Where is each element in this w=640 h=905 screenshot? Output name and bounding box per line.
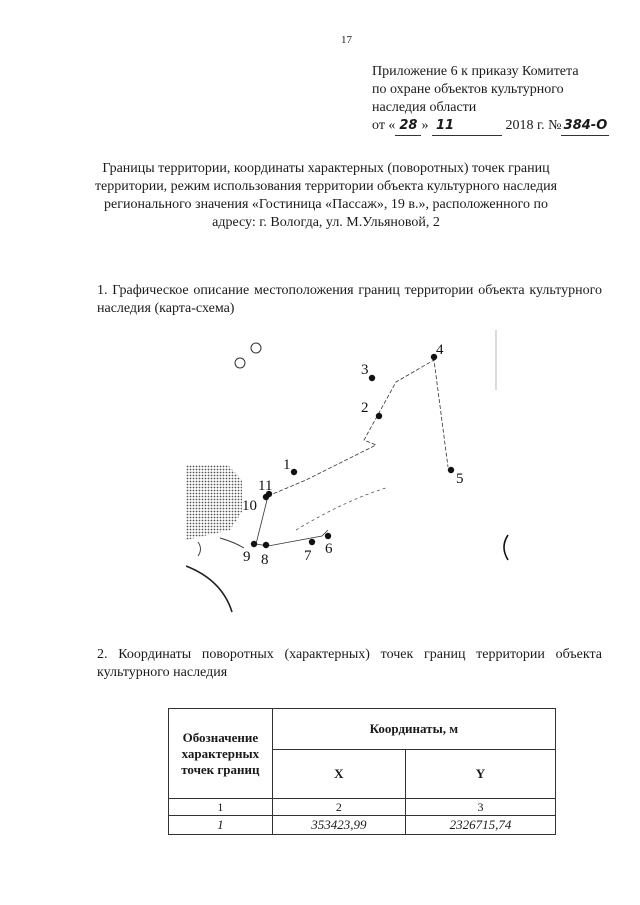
appendix-date-line xyxy=(372,117,609,136)
document-title: Границы территории, координаты характерных (поворотных) точек границ территории, режим использования территории объекта культурного наследия регионального значения «Гостиница «Пассаж», 19 в.», расположенного по адресу: г. Вологда, ул. М.Ульяновой, 2 xyxy=(94,161,558,230)
point-7-dot xyxy=(309,539,315,545)
order-number: 384-О xyxy=(561,117,609,136)
street-line-2 xyxy=(296,488,386,530)
cell-point: 1 xyxy=(169,816,273,835)
cell-y: 2326715,74 xyxy=(405,816,555,835)
boundary-map-scheme xyxy=(186,330,536,620)
map-edge-mark-left xyxy=(198,542,201,556)
point-label-1: 1 xyxy=(283,457,291,473)
point-label-2: 2 xyxy=(361,400,369,416)
col-coords-header: Координаты, м xyxy=(272,709,555,750)
point-label-7: 7 xyxy=(304,548,312,564)
appendix-line-2: по охране объектов культурного xyxy=(372,82,564,97)
point-6-dot xyxy=(325,533,331,539)
coordinates-table xyxy=(168,708,556,835)
boundary-line xyxy=(268,360,448,496)
map-edge-mark xyxy=(504,535,508,560)
section-2-heading: 2. Координаты поворотных (характерных) точек границ территории объекта культурного наследия xyxy=(97,647,602,680)
appendix-header xyxy=(372,63,609,136)
point-label-11: 11 xyxy=(258,478,273,494)
point-3-dot xyxy=(369,375,375,381)
point-5-dot xyxy=(448,467,454,473)
column-numbers-row xyxy=(169,799,556,816)
point-1-dot xyxy=(291,469,297,475)
page-number: 17 xyxy=(341,34,352,46)
landmark-circle xyxy=(235,358,245,368)
column-number: 2 xyxy=(272,799,405,816)
cell-x: 353423,99 xyxy=(272,816,405,835)
point-label-6: 6 xyxy=(325,541,333,557)
date-month: 11 xyxy=(432,117,502,136)
point-8-dot xyxy=(263,542,269,548)
date-mid: » xyxy=(421,118,429,133)
col-x-header: X xyxy=(272,750,405,799)
date-prefix: от « xyxy=(372,118,396,133)
street-curve xyxy=(186,566,232,612)
point-label-8: 8 xyxy=(261,552,269,568)
date-day: 28 xyxy=(395,117,421,136)
column-number: 1 xyxy=(169,799,273,816)
col-point-header: Обозначение характерных точек границ xyxy=(169,709,273,799)
point-label-4: 4 xyxy=(436,342,444,358)
date-year: 2018 г. № xyxy=(505,118,562,133)
street-line xyxy=(220,538,244,548)
section-1-heading: 1. Графическое описание местоположения границ территории объекта культурного наследия (карта-схема) xyxy=(97,283,602,316)
building-hatch xyxy=(186,465,242,540)
point-label-5: 5 xyxy=(456,471,464,487)
appendix-line-3: наследия области xyxy=(372,100,477,115)
column-number: 3 xyxy=(405,799,555,816)
boundary-line-lower xyxy=(256,496,328,546)
landmark-circle xyxy=(251,343,261,353)
table-row xyxy=(169,816,556,835)
point-2-dot xyxy=(376,413,382,419)
point-label-9: 9 xyxy=(243,549,251,565)
col-y-header: Y xyxy=(405,750,555,799)
point-label-10: 10 xyxy=(242,498,257,514)
appendix-line-1: Приложение 6 к приказу Комитета xyxy=(372,64,579,79)
point-label-3: 3 xyxy=(361,362,369,378)
point-9-dot xyxy=(251,541,257,547)
